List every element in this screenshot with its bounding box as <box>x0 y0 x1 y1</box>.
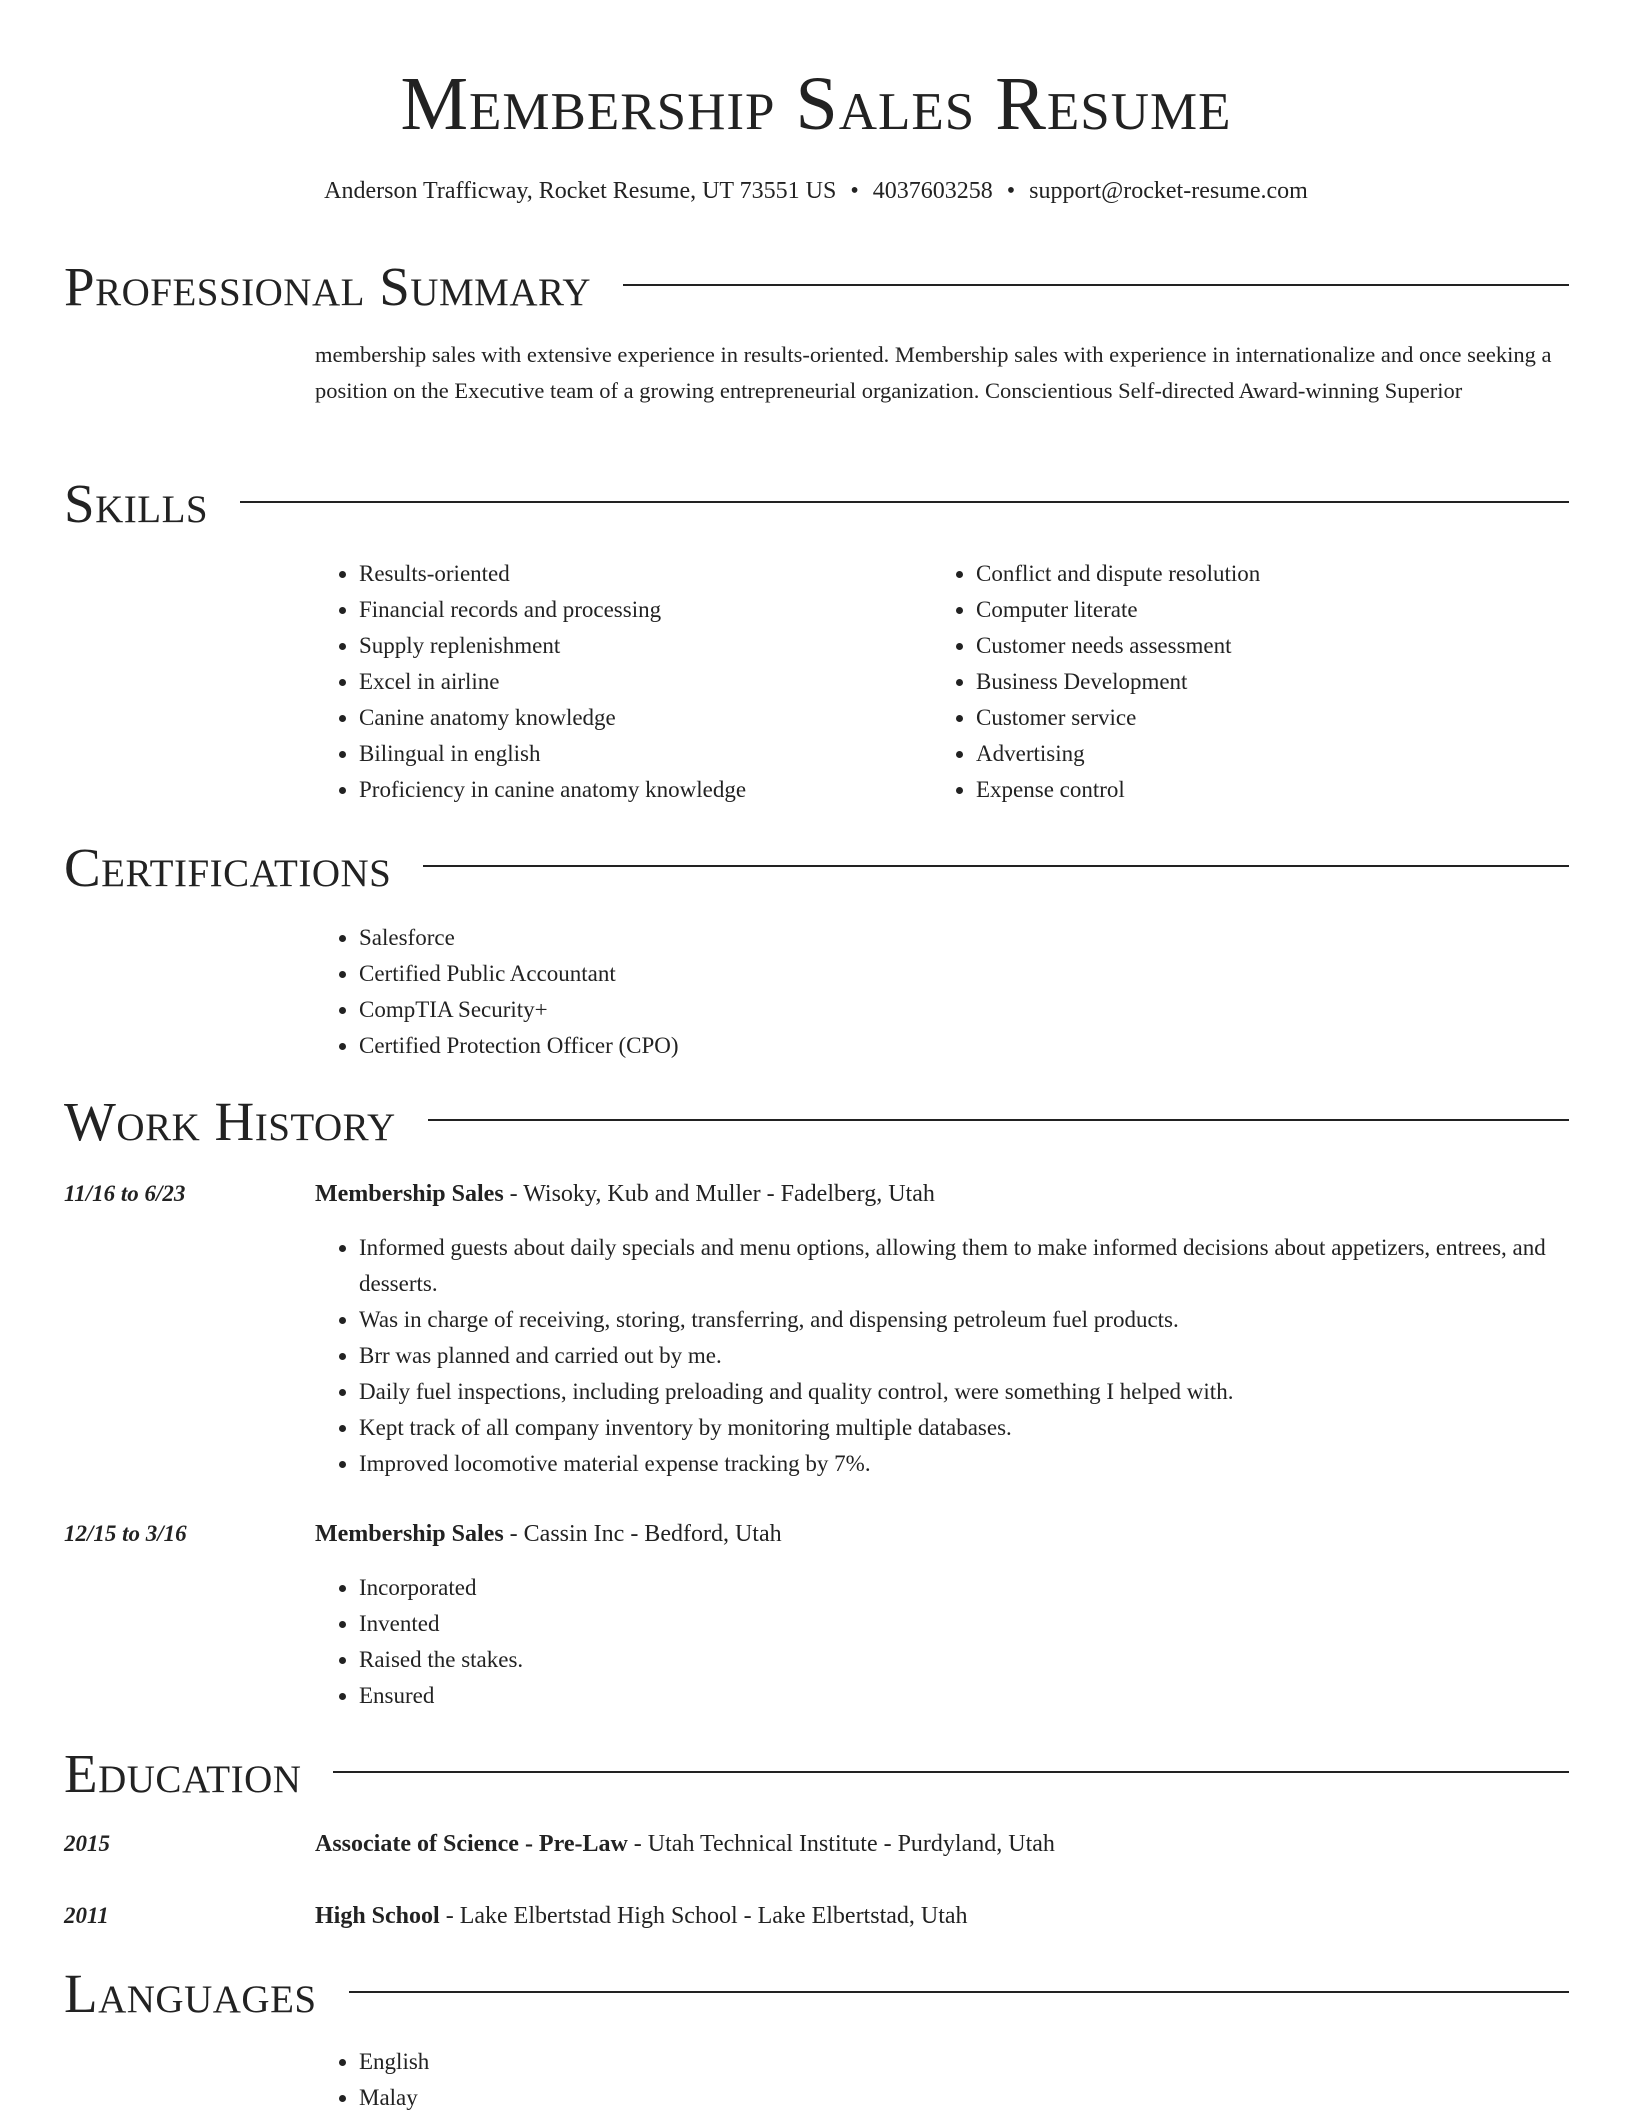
certification-item: • CompTIA Security+ <box>359 992 1559 1028</box>
certification-item: • Certified Public Accountant <box>359 956 1559 992</box>
contact-separator: • <box>1006 178 1016 204</box>
section-divider <box>423 865 1569 867</box>
summary-text: membership sales with extensive experience in results-oriented. Membership sales with experience in internationalize and once seeking a position on the Executive team of a growing entrepreneurial organization. Conscientious Self-directed Award-winning Superior <box>315 342 1552 403</box>
job-bullet: • Was in charge of receiving, storing, transferring, and dispensing petroleum fuel products. <box>359 1302 1613 1338</box>
skill-item: • Supply replenishment <box>359 628 919 664</box>
education-entry <box>315 1898 1569 1934</box>
section-divider <box>623 284 1569 286</box>
job-bullet: • Brr was planned and carried out by me. <box>359 1338 1613 1374</box>
certification-item: • Certified Protection Officer (CPO) <box>359 1028 1559 1064</box>
section-title-certifications: Certifications <box>64 837 392 898</box>
job-dates: 11/16 to 6/23 <box>64 1181 186 1206</box>
job-bullet: • Raised the stakes. <box>359 1642 1613 1678</box>
job-dates: 12/15 to 3/16 <box>64 1521 187 1546</box>
job-bullet: • Kept track of all company inventory by monitoring multiple databases. <box>359 1410 1613 1446</box>
education-degree: High School <box>315 1903 440 1929</box>
education-year: 2011 <box>64 1903 109 1928</box>
contact-email: support@rocket-resume.com <box>1029 178 1308 204</box>
education-school-location: - Lake Elbertstad High School - Lake Elbertstad, Utah <box>439 1903 968 1929</box>
skill-item: • Customer service <box>976 700 1536 736</box>
certifications-list <box>315 920 1559 1064</box>
job-bullet: • Invented <box>359 1606 1613 1642</box>
section-header-education <box>64 1742 1569 1806</box>
skills-list-right <box>932 556 1536 808</box>
section-title-summary: Professional Summary <box>64 256 592 317</box>
job-employer-location: - Wisoky, Kub and Muller - Fadelberg, Utah <box>503 1181 935 1207</box>
language-item: • Malay <box>359 2080 959 2116</box>
resume-title: Membership Sales Resume <box>400 62 1232 146</box>
skill-item: • Conflict and dispute resolution <box>976 556 1536 592</box>
skills-list-left <box>315 556 919 808</box>
skill-item: • Results-oriented <box>359 556 919 592</box>
job-title: Membership Sales <box>315 1181 504 1207</box>
job-bullet: • Informed guests about daily specials and menu options, allowing them to make informed decisions about appetizers, entrees, and desserts. <box>359 1230 1613 1302</box>
skill-item: • Customer needs assessment <box>976 628 1536 664</box>
section-title-languages: Languages <box>64 1963 317 2024</box>
section-header-summary <box>64 255 1569 319</box>
job-title: Membership Sales <box>315 1521 504 1547</box>
section-title-work-history: Work History <box>64 1091 396 1152</box>
education-school-location: - Utah Technical Institute - Purdyland, Utah <box>627 1831 1055 1857</box>
section-header-certifications <box>64 836 1569 900</box>
section-divider <box>333 1771 1569 1773</box>
skill-item: • Financial records and processing <box>359 592 919 628</box>
skill-item: • Business Development <box>976 664 1536 700</box>
skill-item: • Excel in airline <box>359 664 919 700</box>
contact-line <box>0 174 1632 208</box>
education-year: 2015 <box>64 1831 110 1856</box>
section-title-skills: Skills <box>64 473 209 534</box>
skill-item: • Proficiency in canine anatomy knowledge <box>359 772 919 808</box>
section-header-work-history <box>64 1090 1569 1154</box>
section-divider <box>428 1119 1569 1121</box>
job-bullet: • Ensured <box>359 1678 1613 1714</box>
languages-list <box>315 2044 959 2116</box>
section-header-skills <box>64 472 1569 536</box>
skill-item: • Canine anatomy knowledge <box>359 700 919 736</box>
skill-item: • Advertising <box>976 736 1536 772</box>
skill-item: • Expense control <box>976 772 1536 808</box>
job-bullet: • Incorporated <box>359 1570 1613 1606</box>
skill-item: • Bilingual in english <box>359 736 919 772</box>
certification-item: • Salesforce <box>359 920 1559 956</box>
skill-item: • Computer literate <box>976 592 1536 628</box>
job-heading <box>315 1176 1569 1212</box>
job-employer-location: - Cassin Inc - Bedford, Utah <box>503 1521 782 1547</box>
contact-separator: • <box>850 178 859 204</box>
education-degree: Associate of Science - Pre-Law <box>315 1831 628 1857</box>
education-entry <box>315 1826 1569 1862</box>
contact-address: Anderson Trafficway, Rocket Resume, UT 73551 US <box>324 178 837 204</box>
job-heading <box>315 1516 1569 1552</box>
section-divider <box>240 501 1569 503</box>
job-bullets <box>315 1570 1613 1714</box>
section-title-education: Education <box>64 1743 302 1804</box>
section-header-languages <box>64 1962 1569 2026</box>
section-divider <box>349 1991 1569 1993</box>
job-bullet: • Daily fuel inspections, including preloading and quality control, were something I helped with. <box>359 1374 1613 1410</box>
contact-phone: 4037603258 <box>872 178 993 204</box>
job-bullets <box>315 1230 1613 1482</box>
job-bullet: • Improved locomotive material expense tracking by 7%. <box>359 1446 1613 1482</box>
language-item: • English <box>359 2044 959 2080</box>
